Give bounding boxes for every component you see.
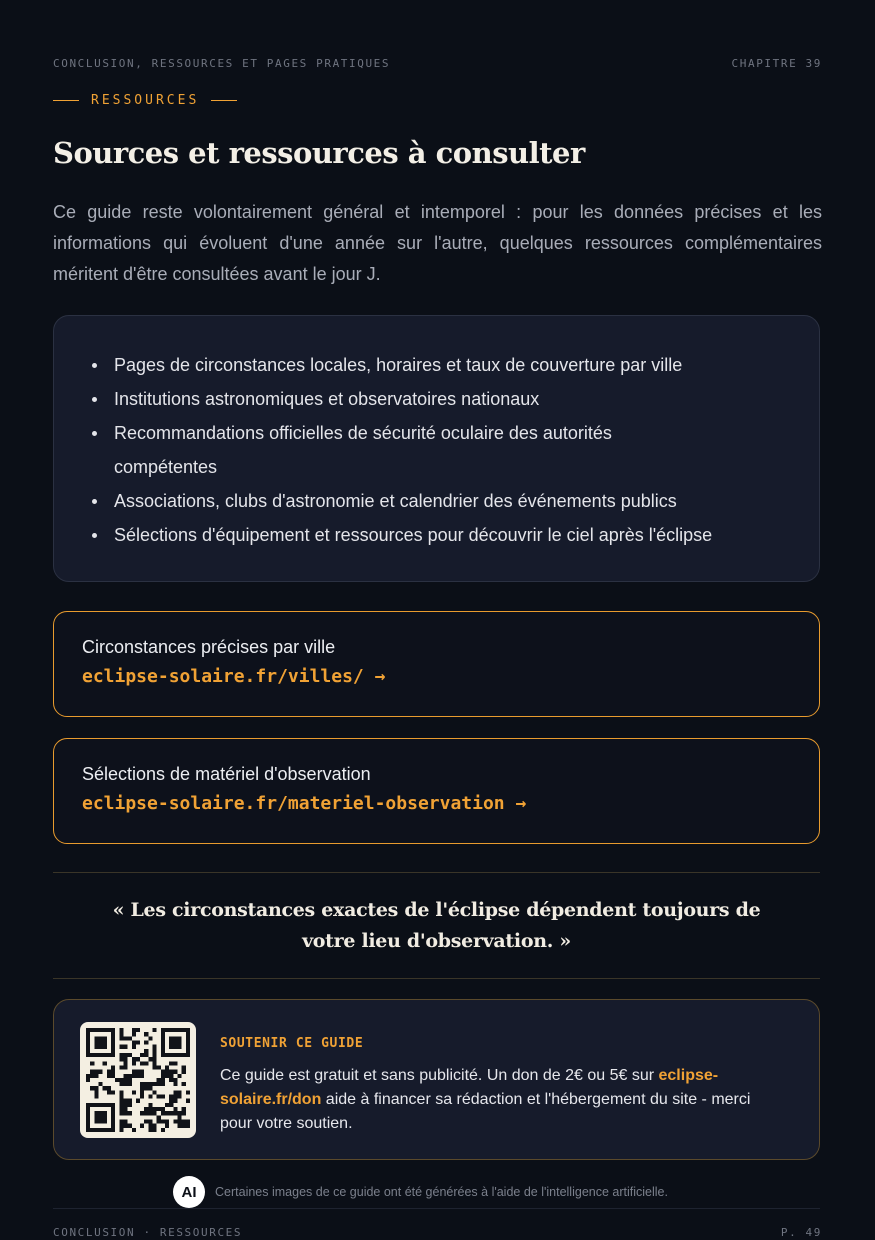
link-villes[interactable]: eclipse-solaire.fr/villes/ → — [82, 666, 386, 687]
running-head-chapter: CHAPITRE 39 — [731, 57, 822, 70]
donation-link[interactable]: eclipse-solaire.fr/don — [220, 1067, 719, 1108]
link-card-materiel[interactable] — [53, 738, 820, 844]
list-item: Institutions astronomiques et observatoires nationaux — [114, 382, 789, 416]
link-card-label: Sélections de matériel d'observation — [82, 764, 371, 784]
intro-paragraph: Ce guide reste volontairement général et intemporel : pour les données précises et les informations qui évoluent d'une année sur l'autre, quelques ressources complémentaires méritent d'être consultées avant le jour J. — [53, 202, 822, 284]
page-number: P. 49 — [780, 1226, 822, 1239]
running-head-section: CONCLUSION, RESSOURCES ET PAGES PRATIQUES — [53, 57, 391, 70]
ai-disclaimer-text: Certaines images de ce guide ont été générées à l'aide de l'intelligence artificielle. — [215, 1185, 668, 1199]
kicker-rule-right — [211, 100, 237, 101]
ai-disclaimer — [173, 1176, 668, 1208]
ai-badge-icon: AI — [173, 1176, 205, 1208]
list-item: Associations, clubs d'astronomie et calendrier des événements publics — [114, 484, 789, 518]
running-head — [53, 57, 822, 70]
link-card-label: Circonstances précises par ville — [82, 637, 336, 657]
support-text-after: aide à financer sa rédaction et l'hébergement du site - merci pour votre soutien. — [220, 1091, 751, 1132]
section-kicker — [53, 93, 237, 108]
footer-section: CONCLUSION · RESSOURCES — [53, 1226, 243, 1239]
page-footer — [53, 1226, 822, 1239]
kicker-label: RESSOURCES — [91, 93, 200, 108]
page-title: Sources et ressources à consulter — [53, 136, 585, 170]
support-box — [53, 999, 820, 1160]
pull-quote — [53, 872, 820, 979]
support-heading: SOUTENIR CE GUIDE — [220, 1036, 364, 1051]
list-item: Pages de circonstances locales, horaires et taux de couverture par ville — [114, 348, 789, 382]
list-item: Sélections d'équipement et ressources pour découvrir le ciel après l'éclipse — [114, 518, 789, 552]
list-item: Recommandations officielles de sécurité oculaire des autorités compétentes — [114, 416, 709, 484]
support-text-before: Ce guide est gratuit et sans publicité. Un don de 2€ ou 5€ sur — [220, 1067, 659, 1084]
support-text — [220, 1064, 780, 1136]
resources-list — [114, 348, 789, 552]
qr-code-icon[interactable] — [80, 1022, 196, 1138]
resources-list-box — [53, 315, 820, 582]
footer-divider — [53, 1208, 820, 1209]
kicker-rule-left — [53, 100, 79, 101]
link-card-villes[interactable] — [53, 611, 820, 717]
link-materiel-observation[interactable]: eclipse-solaire.fr/materiel-observation → — [82, 793, 527, 814]
quote-text: « Les circonstances exactes de l'éclipse dépendent toujours de votre lieu d'observation. » — [112, 898, 761, 952]
